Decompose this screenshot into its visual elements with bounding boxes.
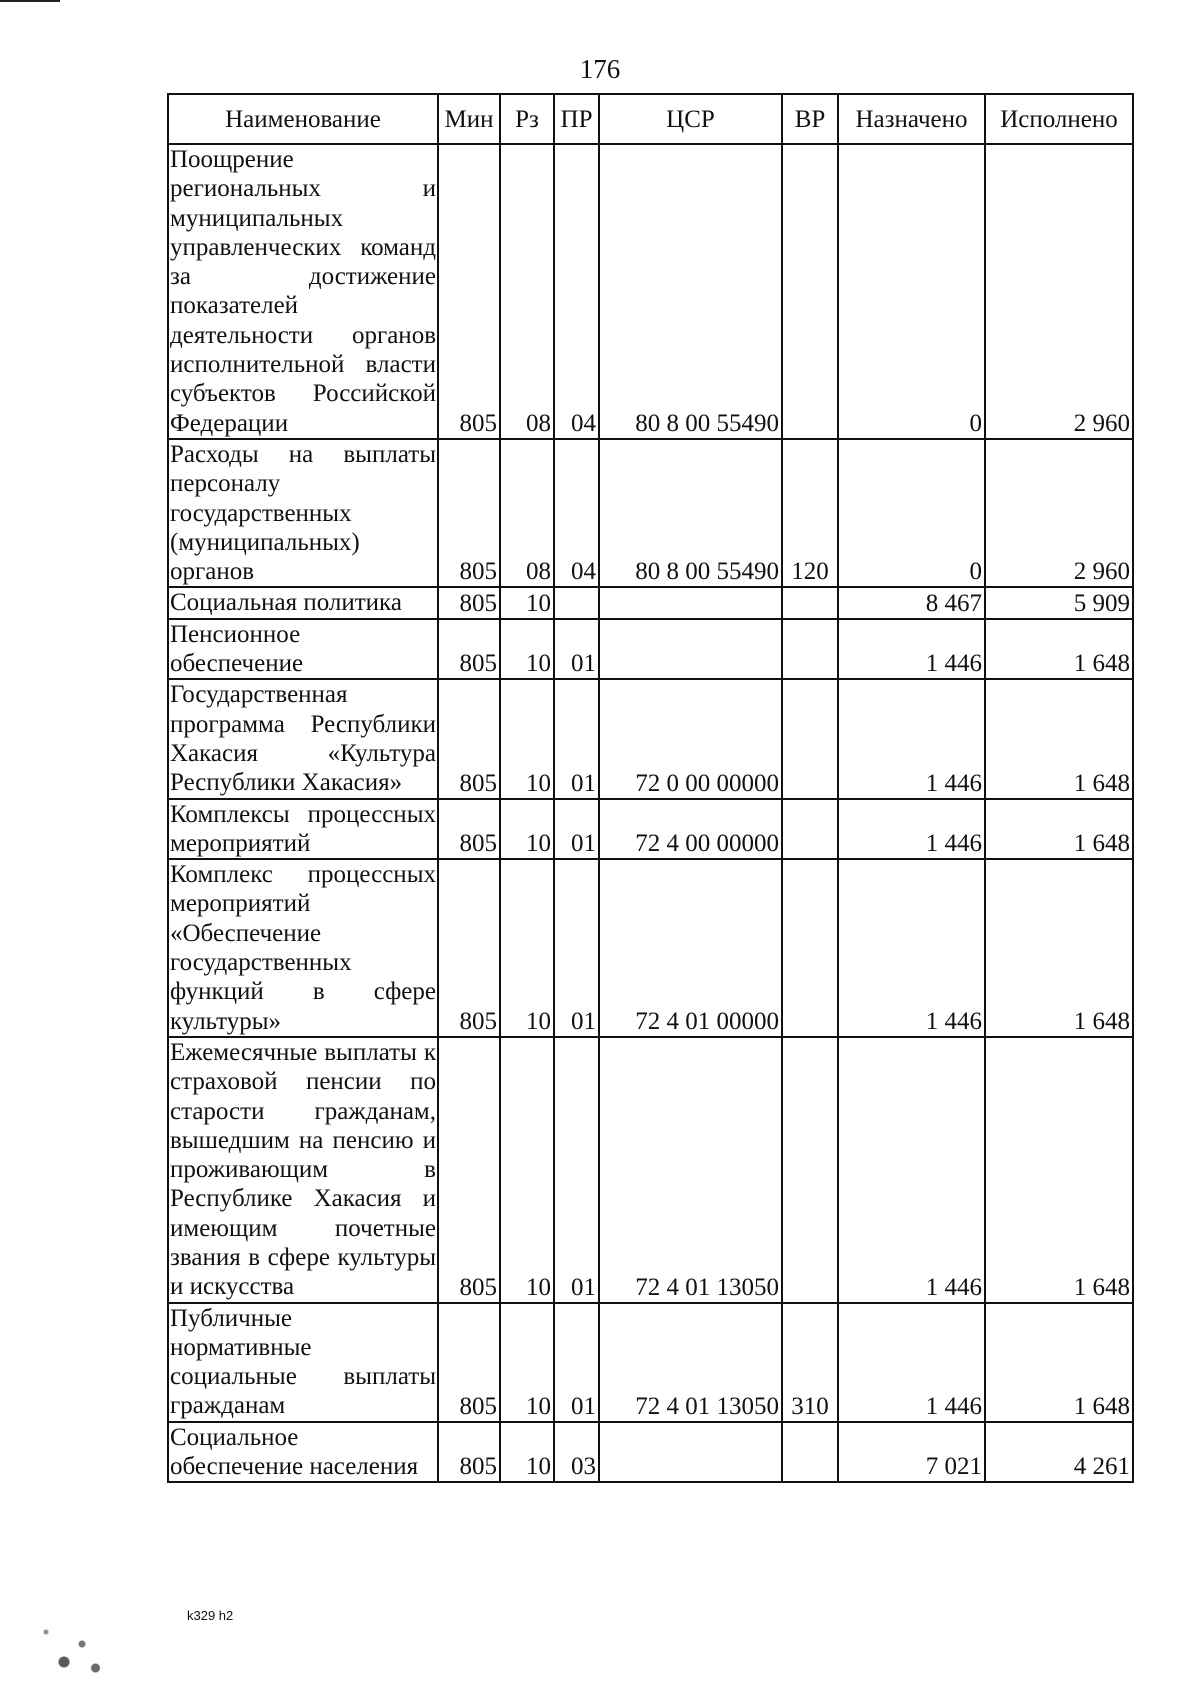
cell-pr: 01 [554,799,599,860]
cell-executed: 2 960 [985,144,1133,439]
cell-rz: 10 [500,859,554,1037]
cell-assigned: 8 467 [838,587,985,618]
cell-vr [782,679,838,798]
footer-code: k329 h2 [187,1608,234,1623]
cell-executed: 4 261 [985,1422,1133,1483]
cell-csr [599,587,782,618]
header-csr: ЦСР [599,94,782,144]
cell-min: 805 [438,799,500,860]
header-pr: ПР [554,94,599,144]
cell-rz: 10 [500,1422,554,1483]
cell-name: Ежемесячные выплаты к страховой пенсии по старости гражданам, вышедшим на пенсию и проживающим в Республике Хакасия и имеющим почетные звания в сфере культуры и искусства [168,1037,438,1303]
cell-vr: 310 [782,1303,838,1422]
cell-min: 805 [438,859,500,1037]
table-row [168,619,1133,680]
cell-pr [554,587,599,618]
table-row [168,679,1133,798]
cell-pr: 01 [554,619,599,680]
cell-assigned: 1 446 [838,619,985,680]
cell-executed: 1 648 [985,1303,1133,1422]
cell-min: 805 [438,1037,500,1303]
cell-rz: 10 [500,619,554,680]
cell-vr: 120 [782,439,838,587]
table-row [168,1422,1133,1483]
cell-assigned: 1 446 [838,1303,985,1422]
header-name: Наименование [168,94,438,144]
cell-name: Государственная программа Республики Хакасия «Культура Республики Хакасия» [168,679,438,798]
cell-vr [782,619,838,680]
cell-name: Публичные нормативные социальные выплаты гражданам [168,1303,438,1422]
table-row [168,587,1133,618]
cell-csr: 72 4 00 00000 [599,799,782,860]
cell-csr [599,619,782,680]
cell-min: 805 [438,619,500,680]
table-row [168,799,1133,860]
cell-name: Социальное обеспечение населения [168,1422,438,1483]
cell-name: Пенсионное обеспечение [168,619,438,680]
table-row [168,1037,1133,1303]
cell-name: Социальная политика [168,587,438,618]
table-body [168,144,1133,1482]
cell-rz: 10 [500,799,554,860]
cell-name: Комплексы процессных мероприятий [168,799,438,860]
cell-assigned: 1 446 [838,679,985,798]
cell-executed: 5 909 [985,587,1133,618]
cell-min: 805 [438,1422,500,1483]
cell-assigned: 0 [838,439,985,587]
cell-assigned: 7 021 [838,1422,985,1483]
cell-rz: 10 [500,679,554,798]
cell-executed: 1 648 [985,619,1133,680]
cell-pr: 01 [554,859,599,1037]
cell-executed: 1 648 [985,799,1133,860]
cell-csr: 72 4 01 13050 [599,1303,782,1422]
table-row [168,1303,1133,1422]
cell-min: 805 [438,144,500,439]
cell-executed: 2 960 [985,439,1133,587]
cell-executed: 1 648 [985,679,1133,798]
cell-rz: 10 [500,1037,554,1303]
cell-pr: 04 [554,144,599,439]
table-row [168,859,1133,1037]
cell-csr: 80 8 00 55490 [599,144,782,439]
cell-pr: 01 [554,1037,599,1303]
cell-name: Комплекс процессных мероприятий «Обеспечение государственных функций в сфере культуры» [168,859,438,1037]
table-row [168,144,1133,439]
cell-rz: 08 [500,439,554,587]
budget-table [167,93,1134,1483]
table-row [168,439,1133,587]
header-assigned: Назначено [838,94,985,144]
cell-csr: 72 4 01 00000 [599,859,782,1037]
header-executed: Исполнено [985,94,1133,144]
scan-edge-mark [0,0,60,2]
cell-vr [782,1037,838,1303]
scan-noise [28,1560,118,1680]
cell-vr [782,144,838,439]
cell-pr: 01 [554,679,599,798]
cell-name: Расходы на выплаты персоналу государственных (муниципальных) органов [168,439,438,587]
cell-pr: 04 [554,439,599,587]
header-min: Мин [438,94,500,144]
cell-csr: 72 0 00 00000 [599,679,782,798]
cell-pr: 03 [554,1422,599,1483]
cell-rz: 10 [500,1303,554,1422]
header-vr: ВР [782,94,838,144]
cell-vr [782,799,838,860]
cell-assigned: 1 446 [838,799,985,860]
cell-min: 805 [438,679,500,798]
table-header-row [168,94,1133,144]
page-number: 176 [579,54,621,84]
cell-assigned: 1 446 [838,859,985,1037]
cell-pr: 01 [554,1303,599,1422]
cell-min: 805 [438,1303,500,1422]
cell-executed: 1 648 [985,1037,1133,1303]
cell-csr: 72 4 01 13050 [599,1037,782,1303]
cell-csr [599,1422,782,1483]
cell-assigned: 1 446 [838,1037,985,1303]
cell-rz: 10 [500,587,554,618]
cell-vr [782,859,838,1037]
cell-vr [782,1422,838,1483]
cell-vr [782,587,838,618]
cell-csr: 80 8 00 55490 [599,439,782,587]
cell-min: 805 [438,439,500,587]
cell-assigned: 0 [838,144,985,439]
cell-name: Поощрение региональных и муниципальных управленческих команд за достижение показателей деятельности органов исполнительной власти субъектов Российской Федерации [168,144,438,439]
cell-min: 805 [438,587,500,618]
cell-executed: 1 648 [985,859,1133,1037]
cell-rz: 08 [500,144,554,439]
header-rz: Рз [500,94,554,144]
